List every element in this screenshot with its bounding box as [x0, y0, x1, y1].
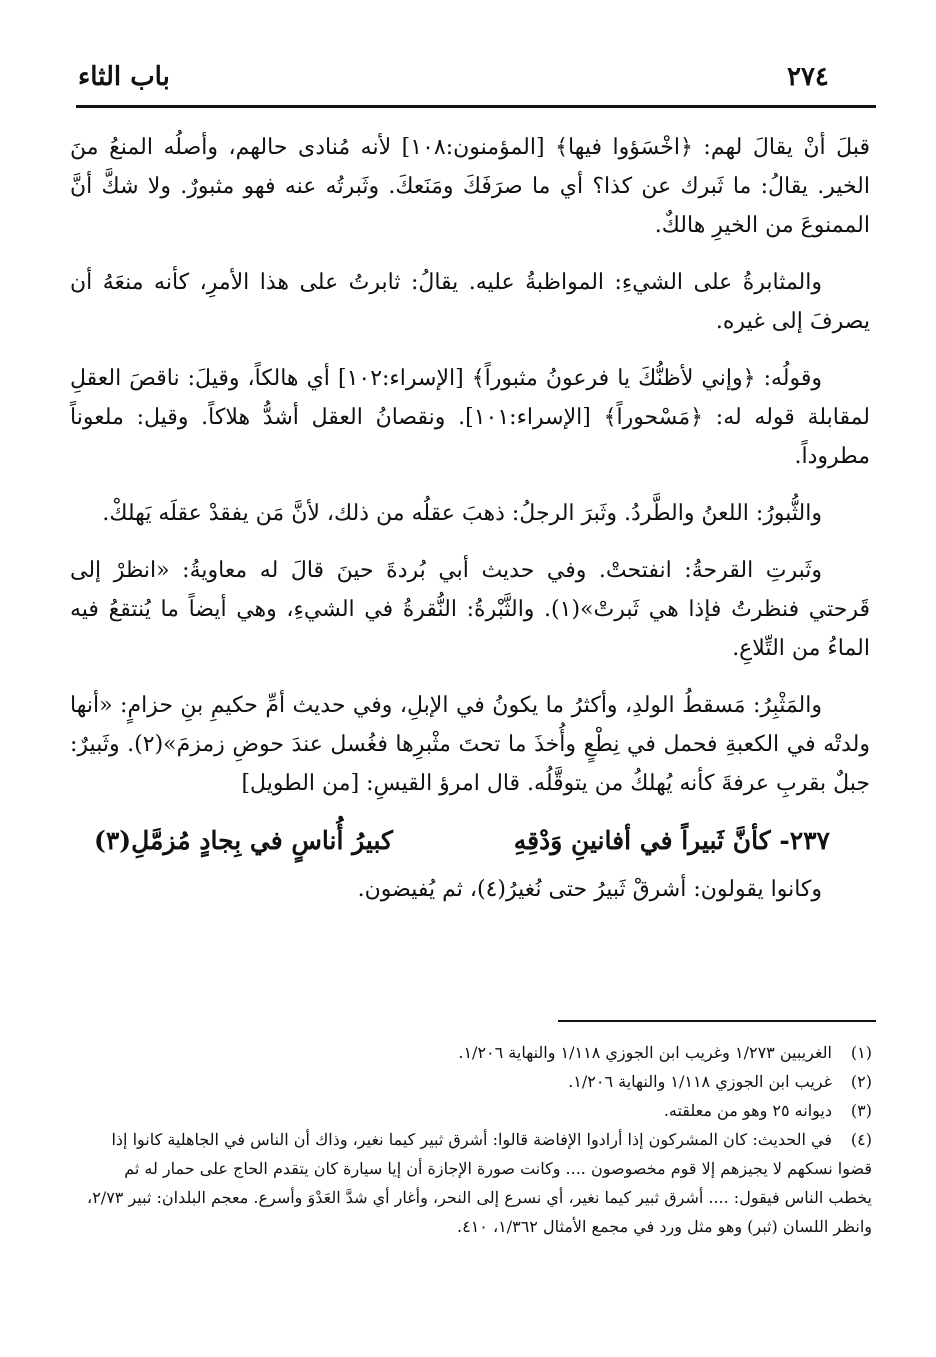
poem-verse	[94, 821, 830, 860]
footnote-number: (٢)	[850, 1072, 872, 1091]
footnote-number: (٤)	[850, 1130, 872, 1149]
footnote-text: في الحديث: كان المشركون إذا أرادوا الإفاضة قالوا: أشرق ثبير كيما نغير، وذاك أن الناس في الجاهلية كانوا إذا قضوا نسكهم لا يجيزهم إلا قوم مخصوصون .... وكانت صورة الإجازة أن إيا سيارة كان يتقدم الحاج على حمار له ثم يخطب الناس فيقول: .... أشرق ثبير كيما نغير، أي نسرع إلى النحر، وأغار أي شدَّ العَدْوَ وأسرع. معجم البلدان: ثبير ٢/٧٣، وانظر اللسان (ثبر) وهو مثل ورد في مجمع الأمثال ١/٣٦٢، ٤١٠.	[87, 1130, 872, 1236]
paragraph: وقولُه: ﴿وإني لأظنُّكَ يا فرعونُ مثبوراً﴾ [الإسراء:١٠٢] أي هالكاً، وقيلَ: ناقصَ العقلِ لمقابلة قوله له: ﴿مَسْحوراً﴾ [الإسراء:١٠١]. ونقصانُ العقل أشدُّ هلاكاً. وقيل: ملعوناً مطروداً.	[70, 366, 870, 469]
footnote-text: الغريبين ١/٢٧٣ وغريب ابن الجوزي ١/١١٨ والنهاية ١/٢٠٦.	[458, 1043, 832, 1062]
paragraph: وكانوا يقولون: أشرقْ ثَبيرُ حتى نُغيرُ(٤)، ثم يُفيضون.	[357, 877, 822, 902]
paragraph: والمَثْبِرُ: مَسقطُ الولدِ، وأكثرُ ما يكونُ في الإبلِ، وفي حديث أمِّ حكيمِ بنِ حزامٍ: «أنها ولدتْه في الكعبةِ فحمل في نِطْعٍ وأُخذَ ما تحتَ مثْبرِها فغُسل عندَ حوضِ زمزمَ»(٢). وثَبيرٌ: جبلٌ بقربِ عرفةَ كأنه يُهلكُ من يتوقَّلُه. قال امرؤ القيسِ: [من الطويل]	[70, 693, 870, 796]
chapter-title: باب الثاء	[78, 62, 170, 92]
body-text	[70, 128, 870, 927]
footnote	[76, 1096, 872, 1125]
header-rule	[76, 105, 876, 108]
footnotes	[76, 1038, 872, 1241]
footnote	[76, 1038, 872, 1067]
poem-hemistich-1: ٢٣٧- كأنَّ ثَبيراً في أفانينِ وَدْقِهِ	[513, 826, 830, 855]
footnote-number: (٣)	[850, 1101, 872, 1120]
page-number: ٢٧٤	[787, 62, 829, 92]
paragraph: والمثابرةُ على الشيءِ: المواظبةُ عليه. يقالُ: ثابرتُ على هذا الأمرِ، كأنه منعَهُ أن يصرفَ إلى غيره.	[70, 270, 870, 334]
paragraph: وثَبرتِ القرحةُ: انفتحتْ. وفي حديث أبي بُردةَ حينَ قالَ له معاويةُ: «انظرْ إلى قَرحتي فنظرتُ فإذا هي ثَبرتْ»(١). والثَّبْرةُ: النُّقرةُ في الشيءِ، وهي أيضاً ما يُنتقعُ فيه الماءُ من التِّلاعِ.	[70, 558, 870, 661]
footnote-rule	[558, 1020, 876, 1022]
footnote-text: غريب ابن الجوزي ١/١١٨ والنهاية ١/٢٠٦.	[568, 1072, 832, 1091]
footnote	[76, 1067, 872, 1096]
footnote-text: ديوانه ٢٥ وهو من معلقته.	[663, 1101, 832, 1120]
footnote-number: (١)	[850, 1043, 872, 1062]
poem-hemistich-2: كبيرُ أُناسٍ في بِجادٍ مُزمَّلِ(٣)	[94, 826, 393, 855]
verse-number: ٢٣٧-	[779, 826, 830, 855]
paragraph: قبلَ أنْ يقالَ لهم: ﴿اخْسَؤوا فيها﴾ [المؤمنون:١٠٨] لأنه مُنادى حالهم، وأصلُه المنعُ منَ الخير. يقالُ: ما ثَبرك عن كذا؟ أي ما صرَفَكَ ومَنَعكَ. وثَبرتُه عنه فهو مثبورٌ. ولا شكَّ أنَّ الممنوعَ من الخيرِ هالكٌ.	[70, 135, 870, 238]
paragraph: والثُّبورُ: اللعنُ والطَّردُ. وثَبرَ الرجلُ: ذهبَ عقلُه من ذلك، لأنَّ مَن يفقدْ عقلَه يَهلكْ.	[102, 501, 822, 526]
footnote	[76, 1125, 872, 1241]
